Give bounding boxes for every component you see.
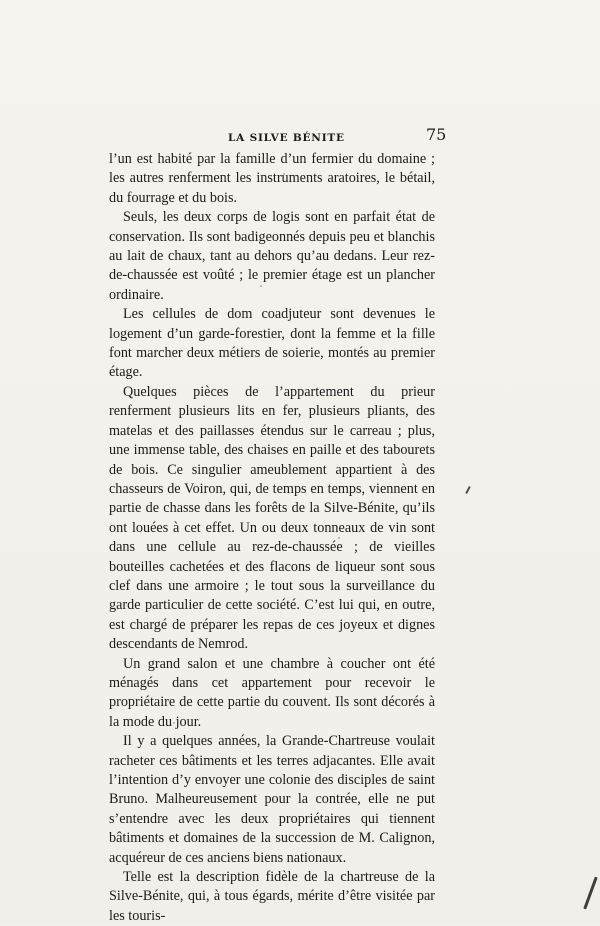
- page-header: [0, 125, 600, 149]
- paper-speck: [260, 285, 262, 287]
- running-title: LA SILVE BÉNITE: [228, 132, 345, 144]
- body-text: [109, 150, 435, 926]
- paragraph-5: Un grand salon et une chambre à coucher ont été ménagés dans cet appartement pour recevoir le propriétaire de cette partie du couvent. Ils sont décorés à la mode du jour.: [109, 655, 435, 730]
- paper-speck: [283, 173, 285, 175]
- paper-speck: [228, 628, 230, 630]
- ink-mark: [465, 486, 471, 494]
- paper-speck: [338, 537, 340, 539]
- paragraph-7: Telle est la description fidèle de la chartreuse de la Silve-Bénite, qui, à tous égards, mérite d’être visitée par les touris-: [109, 869, 435, 924]
- paragraph-4: Quelques pièces de l’appartement du prieur renferment plusieurs lits en fer, plusieurs pliants, des matelas et des paillasses étendus sur le carreau ; plus, une immense table, des chaises en paille et des tabourets de bois. Ce singulier ameublement appartient à des chasseurs de Voiron, qui, de temps en temps, viennent en partie de chasse dans les forêts de la Silve-Bénite, qu’ils ont louées à cet effet. Un ou deux tonneaux de vin sont dans une cellule au rez-de-chaussée ; de vieilles bouteilles cachetées et des flacons de liqueur sont sous clef dans une armoire ; le tout sous la surveillance du garde particulier de cette société. C’est lui qui, en outre, est chargé de préparer les repas de ces joyeux et dignes descendants de Nemrod.: [109, 383, 435, 653]
- ink-mark: [583, 877, 597, 910]
- paragraph-3: Les cellules de dom coadjuteur sont devenues le logement d’un garde-forestier, dont la femme et la fille font marcher deux métiers de soierie, montés au premier étage.: [109, 306, 435, 381]
- paragraph-6: Il y a quelques années, la Grande-Chartreuse voulait racheter ces bâtiments et les terres adjacantes. Elle avait l’intention d’y envoyer une colonie des disciples de saint Bruno. Malheureusement pour la contrée, elle ne put s’entendre avec les deux propriétaires qui tiennent bâtiments et domaines de la succession de M. Calignon, acquéreur de ces anciens biens nationaux.: [109, 733, 435, 866]
- page-number: 75: [426, 125, 447, 144]
- paragraph-2: Seuls, les deux corps de logis sont en parfait état de conservation. Ils sont badigeonnés depuis peu et blanchis au lait de chaux, tant au dehors qu’au dedans. Leur rez-de-chaussée est voûté ; le premier étage est un plancher ordinaire.: [109, 209, 435, 303]
- paragraph-1: l’un est habité par la famille d’un fermier du domaine ; les autres renferment les instruments aratoires, le bétail, du fourrage et du bois.: [109, 151, 435, 206]
- paper-speck: [173, 722, 175, 724]
- paper-speck: [310, 470, 312, 472]
